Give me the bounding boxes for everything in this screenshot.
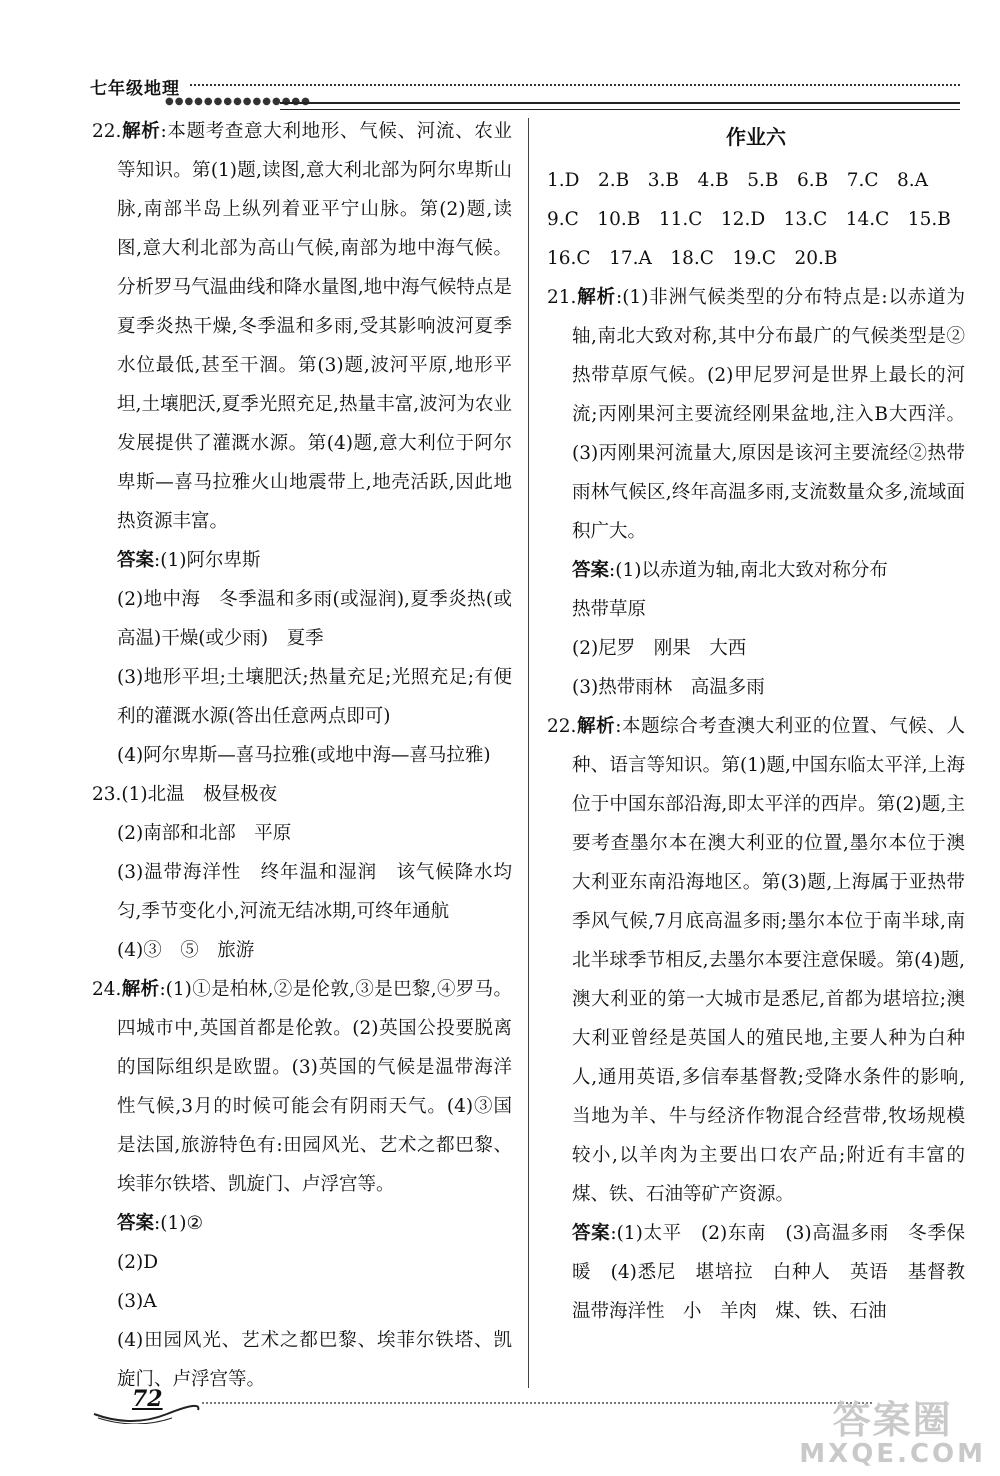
q22-answer-1 xyxy=(92,541,512,580)
q21-answer-1b: 热带草原 xyxy=(572,599,647,620)
q24-answer-3: (3)A xyxy=(117,1291,157,1312)
q24-answer-2: (2)D xyxy=(117,1252,159,1273)
q22r-analysis-label: 解析 xyxy=(576,716,616,737)
page-header xyxy=(90,70,960,110)
q21-answer-label: 答案 xyxy=(572,560,610,581)
q22-answer-2: (2)地中海 冬季温和多雨(或湿润),夏季炎热(或高温)干燥(或少雨) 夏季 xyxy=(117,589,512,649)
q24-answer-4: (4)田园风光、艺术之都巴黎、埃菲尔铁塔、凯旋门、卢浮宫等。 xyxy=(117,1330,512,1390)
q22-number: 22. xyxy=(92,121,122,142)
q24-analysis xyxy=(92,970,512,1204)
q24-analysis-label: 解析 xyxy=(121,979,160,1000)
q22r-analysis xyxy=(547,707,965,1214)
q23-answer-3: (3)温带海洋性 终年温和湿润 该气候降水均匀,季节变化小,河流无结冰期,可终年通航 xyxy=(117,862,512,922)
mc-answers-row-2: 9.C 10.B 11.C 12.D 13.C 14.C 15.B xyxy=(547,209,951,230)
q21-number: 21. xyxy=(547,287,577,308)
watermark-main: 答案圈 xyxy=(832,1398,953,1442)
q22-analysis-label: 解析 xyxy=(121,121,161,142)
mc-answers-row-3: 16.C 17.A 18.C 19.C 20.B xyxy=(547,248,838,269)
header-double-rule xyxy=(280,102,960,110)
q22r-analysis-text: :本题综合考查澳大利亚的位置、气候、人种、语言等知识。第(1)题,中国东临太平洋,上海位于中国东部沿海,即太平洋的西岸。第(2)题,主要考查墨尔本在澳大利亚的位置,墨尔本位于澳大利亚东南沿海地区。第(3)题,上海属于亚热带季风气候,7月底高温多雨;墨尔本位于南半球,南北半球季节相反,去墨尔本要注意保暖。第(4)题,澳大利亚的第一大城市是悉尼,首都为堪培拉;澳大利亚曾经是英国人的殖民地,主要人种为白种人,通用英语,多信奉基督教;受降水条件的影响,当地为羊、牛与经济作物混合经营带,牧场规模较小,以羊肉为主要出口农产品;附近有丰富的煤、铁、石油等矿产资源。 xyxy=(572,716,965,1205)
q22-answer-1-text: :(1)阿尔卑斯 xyxy=(154,550,261,571)
q22-analysis-text: :本题考查意大利地形、气候、河流、农业等知识。第(1)题,读图,意大利北部为阿尔卑斯山脉,南部半岛上纵列着亚平宁山脉。第(2)题,读图,意大利北部为高山气候,南部为地中海气候。分析罗马气温曲线和降水量图,地中海气候特点是夏季炎热干燥,冬季温和多雨,受其影响波河夏季水位最低,甚至干涸。第(3)题,波河平原,地形平坦,土壤肥沃,夏季光照充足,热量丰富,波河为农业发展提供了灌溉水源。第(4)题,意大利位于阿尔卑斯—喜马拉雅火山地震带上,地壳活跃,因此地热资源丰富。 xyxy=(117,121,512,532)
section-title: 作业六 xyxy=(726,125,786,149)
q22r-number: 22. xyxy=(547,716,577,737)
q23-answer-2: (2)南部和北部 平原 xyxy=(117,823,292,844)
watermark-sub: MXQE.COM xyxy=(799,1439,986,1469)
q21-analysis-text: :(1)非洲气候类型的分布特点是:以赤道为轴,南北大致对称,其中分布最广的气候类型是②热带草原气候。(2)甲尼罗河是世界上最长的河流;丙刚果河主要流经刚果盆地,注入B大西洋。(3)丙刚果河流量大,原因是该河主要流经②热带雨林气候区,终年高温多雨,支流数量众多,流域面积广大。 xyxy=(572,287,965,542)
q23-answer-1: 23.(1)北温 极昼极夜 xyxy=(92,784,278,805)
column-divider xyxy=(528,118,529,1388)
q21-analysis-label: 解析 xyxy=(576,287,616,308)
footer-dotted-rule xyxy=(202,1402,872,1404)
q22-analysis xyxy=(92,112,512,541)
q24-answer-1-text: :(1)② xyxy=(154,1213,204,1234)
q24-answer-label: 答案 xyxy=(117,1213,155,1234)
watermark-logo xyxy=(799,1400,986,1468)
q24-analysis-text: :(1)①是柏林,②是伦敦,③是巴黎,④罗马。四城市中,英国首都是伦敦。(2)英国公投要脱离的国际组织是欧盟。(3)英国的气候是温带海洋性气候,3月的时候可能会有阴雨天气。(4)③国是法国,旅游特色有:田园风光、艺术之都巴黎、埃菲尔铁塔、凯旋门、卢浮宫等。 xyxy=(117,979,512,1195)
header-title: 七年级地理 xyxy=(90,79,180,99)
q22-answer-4: (4)阿尔卑斯—喜马拉雅(或地中海—喜马拉雅) xyxy=(117,745,491,766)
q24-answer-1 xyxy=(92,1204,512,1243)
q21-analysis xyxy=(547,278,965,551)
q22r-answer-text: :(1)太平 (2)东南 (3)高温多雨 冬季保暖 (4)悉尼 堪培拉 白种人 英语 基督教 温带海洋性 小 羊肉 煤、铁、石油 xyxy=(572,1223,984,1322)
q24-number: 24. xyxy=(92,979,122,1000)
q22-answer-label: 答案 xyxy=(117,550,155,571)
q22-answer-3: (3)地形平坦;土壤肥沃;热量充足;光照充足;有便利的灌溉水源(答出任意两点即可) xyxy=(117,667,512,727)
q21-answer-2: (2)尼罗 刚果 大西 xyxy=(572,638,747,659)
header-bead-ornament: ●●●●●●●●●●●●●●● xyxy=(165,96,311,107)
mc-answers-row-1: 1.D 2.B 3.B 4.B 5.B 6.B 7.C 8.A xyxy=(547,170,929,191)
q21-answer-3: (3)热带雨林 高温多雨 xyxy=(572,677,765,698)
right-column xyxy=(547,112,984,1331)
header-dotted-rule xyxy=(190,84,960,86)
q22r-answer xyxy=(547,1214,984,1331)
q23-answer-4: (4)③ ⑤ 旅游 xyxy=(117,940,255,961)
page-number: 72 xyxy=(132,1386,163,1412)
q21-answer-1 xyxy=(547,551,965,590)
q21-answer-1-text: :(1)以赤道为轴,南北大致对称分布 xyxy=(609,560,888,581)
left-column xyxy=(92,112,512,1399)
q22r-answer-label: 答案 xyxy=(572,1223,611,1244)
